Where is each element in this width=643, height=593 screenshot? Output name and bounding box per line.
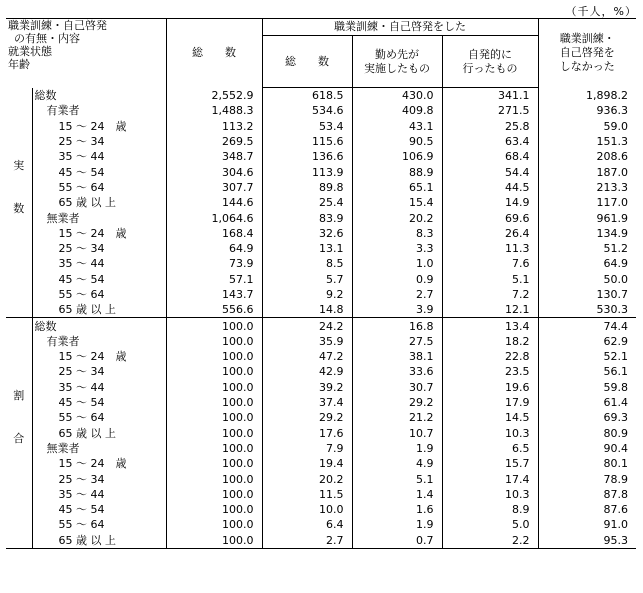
row-label: 65 歳 以 上 (58, 196, 116, 210)
cell-value: 1,898.2 (538, 88, 636, 104)
cell-value: 12.1 (442, 302, 538, 318)
cell-value: 100.0 (166, 533, 262, 549)
col-self-line-1: 自発的に (468, 47, 512, 61)
cell-value: 65.1 (352, 180, 442, 195)
cell-value: 91.0 (538, 517, 636, 532)
cell-value: 1,064.6 (166, 210, 262, 225)
cell-value: 208.6 (538, 149, 636, 164)
cell-value: 83.9 (262, 210, 352, 225)
cell-value: 21.2 (352, 410, 442, 425)
cell-value: 100.0 (166, 456, 262, 471)
cell-value: 20.2 (262, 471, 352, 486)
table-row (6, 119, 636, 134)
row-label: 総数 (34, 319, 57, 333)
cell-value: 52.1 (538, 349, 636, 364)
cell-value: 100.0 (166, 334, 262, 349)
cell-value: 341.1 (442, 88, 538, 104)
cell-value: 13.1 (262, 241, 352, 256)
cell-value: 961.9 (538, 210, 636, 225)
cell-value: 100.0 (166, 441, 262, 456)
cell-value: 100.0 (166, 410, 262, 425)
cell-value: 271.5 (442, 103, 538, 118)
cell-value: 23.5 (442, 364, 538, 379)
cell-value: 47.2 (262, 349, 352, 364)
cell-value: 3.9 (352, 302, 442, 318)
cell-value: 32.6 (262, 226, 352, 241)
unit-note: （千人，%） (565, 5, 637, 18)
cell-value: 43.1 (352, 119, 442, 134)
cell-value: 14.8 (262, 302, 352, 318)
row-label: 25 ～ 34 (58, 135, 105, 149)
cell-value: 7.9 (262, 441, 352, 456)
stub-line-4: 年齢 (8, 58, 30, 71)
cell-value: 348.7 (166, 149, 262, 164)
row-label: 35 ～ 44 (58, 487, 105, 501)
stub-line-1: 職業訓練・自己啓発 (8, 19, 107, 32)
table-row (6, 410, 636, 425)
cell-value: 73.9 (166, 256, 262, 271)
cell-value: 88.9 (352, 164, 442, 179)
cell-value: 17.9 (442, 395, 538, 410)
cell-value: 5.1 (442, 272, 538, 287)
cell-value: 10.3 (442, 487, 538, 502)
cell-value: 2.7 (262, 533, 352, 549)
cell-value: 30.7 (352, 380, 442, 395)
cell-value: 936.3 (538, 103, 636, 118)
table-row (6, 517, 636, 532)
table-row (6, 195, 636, 210)
cell-value: 100.0 (166, 349, 262, 364)
cell-value: 17.6 (262, 426, 352, 441)
cell-value: 100.0 (166, 380, 262, 395)
cell-value: 0.9 (352, 272, 442, 287)
cell-value: 1.4 (352, 487, 442, 502)
col-employer-line-1: 勤め先が (375, 47, 419, 61)
cell-value: 78.9 (538, 471, 636, 486)
cell-value: 151.3 (538, 134, 636, 149)
row-label: 35 ～ 44 (58, 150, 105, 164)
table-row (6, 502, 636, 517)
training-table (6, 18, 636, 549)
cell-value: 409.8 (352, 103, 442, 118)
section-label-char: 割 (13, 389, 25, 403)
cell-value: 7.2 (442, 287, 538, 302)
col-group-total-header: 総 数 (262, 36, 352, 88)
cell-value: 11.3 (442, 241, 538, 256)
cell-value: 1.0 (352, 256, 442, 271)
cell-value: 63.4 (442, 134, 538, 149)
cell-value: 74.4 (538, 318, 636, 334)
section-label-char: 数 (13, 201, 25, 215)
row-label: 55 ～ 64 (58, 180, 105, 194)
table-row (6, 210, 636, 225)
cell-value: 19.4 (262, 456, 352, 471)
cell-value: 69.6 (442, 210, 538, 225)
cell-value: 14.9 (442, 195, 538, 210)
table-row (6, 88, 636, 104)
col-none-line-2: 自己啓発を (559, 46, 615, 60)
row-label: 総数 (34, 88, 57, 102)
cell-value: 7.6 (442, 256, 538, 271)
cell-value: 117.0 (538, 195, 636, 210)
col-employer-line-2: 実施したもの (364, 61, 430, 75)
cell-value: 1,488.3 (166, 103, 262, 118)
row-label: 25 ～ 34 (58, 242, 105, 256)
row-label: 45 ～ 54 (58, 165, 105, 179)
cell-value: 10.0 (262, 502, 352, 517)
row-label: 65 歳 以 上 (58, 426, 116, 440)
row-label: 45 ～ 54 (58, 396, 105, 410)
stub-line-2: の有無・内容 (14, 32, 80, 45)
cell-value: 20.2 (352, 210, 442, 225)
row-label: 65 歳 以 上 (32, 533, 166, 549)
col-none-header (538, 19, 636, 88)
cell-value: 54.4 (442, 164, 538, 179)
section-label-char: 実 (13, 158, 25, 172)
cell-value: 1.6 (352, 502, 442, 517)
row-label: 45 ～ 54 (58, 272, 105, 286)
cell-value: 13.4 (442, 318, 538, 334)
stub-header (6, 19, 166, 88)
table-row (6, 180, 636, 195)
row-label: 35 ～ 44 (58, 257, 105, 271)
cell-value: 304.6 (166, 164, 262, 179)
cell-value: 56.1 (538, 364, 636, 379)
row-label: 35 ～ 44 (58, 380, 105, 394)
table-row (6, 256, 636, 271)
cell-value: 87.8 (538, 487, 636, 502)
cell-value: 618.5 (262, 88, 352, 104)
cell-value: 8.5 (262, 256, 352, 271)
cell-value: 51.2 (538, 241, 636, 256)
cell-value: 19.6 (442, 380, 538, 395)
cell-value: 168.4 (166, 226, 262, 241)
cell-value: 14.5 (442, 410, 538, 425)
col-group-header: 職業訓練・自己啓発をした (262, 19, 538, 36)
cell-value: 26.4 (442, 226, 538, 241)
cell-value: 106.9 (352, 149, 442, 164)
cell-value: 1.9 (352, 517, 442, 532)
cell-value: 29.2 (262, 410, 352, 425)
cell-value: 100.0 (166, 426, 262, 441)
cell-value: 1.9 (352, 441, 442, 456)
cell-value: 3.3 (352, 241, 442, 256)
cell-value: 143.7 (166, 287, 262, 302)
table-row (6, 456, 636, 471)
cell-value: 4.9 (352, 456, 442, 471)
cell-value: 6.5 (442, 441, 538, 456)
cell-value: 2.7 (352, 287, 442, 302)
cell-value: 59.8 (538, 380, 636, 395)
table-row (6, 134, 636, 149)
row-label: 有業者 (46, 104, 80, 118)
row-label: 15 ～ 24 歳 (58, 457, 127, 471)
cell-value: 130.7 (538, 287, 636, 302)
cell-value: 100.0 (166, 502, 262, 517)
cell-value: 11.5 (262, 487, 352, 502)
col-none-line-3: しなかった (559, 60, 615, 74)
cell-value: 59.0 (538, 119, 636, 134)
cell-value: 100.0 (166, 318, 262, 334)
cell-value: 2,552.9 (166, 88, 262, 104)
cell-value: 100.0 (166, 487, 262, 502)
table-row (6, 471, 636, 486)
cell-value: 15.7 (442, 456, 538, 471)
cell-value: 80.9 (538, 426, 636, 441)
cell-value: 25.8 (442, 119, 538, 134)
table-row (6, 226, 636, 241)
table-row (6, 380, 636, 395)
cell-value: 6.4 (262, 517, 352, 532)
table-row (6, 103, 636, 118)
section-label (6, 88, 32, 318)
cell-value: 57.1 (166, 272, 262, 287)
cell-value: 115.6 (262, 134, 352, 149)
cell-value: 80.1 (538, 456, 636, 471)
cell-value: 136.6 (262, 149, 352, 164)
cell-value: 29.2 (352, 395, 442, 410)
cell-value: 9.2 (262, 287, 352, 302)
cell-value: 534.6 (262, 103, 352, 118)
cell-value: 39.2 (262, 380, 352, 395)
cell-value: 62.9 (538, 334, 636, 349)
row-label: 45 ～ 54 (58, 503, 105, 517)
cell-value: 134.9 (538, 226, 636, 241)
table-row (6, 533, 636, 549)
col-employer-header (352, 36, 442, 88)
cell-value: 430.0 (352, 88, 442, 104)
cell-value: 100.0 (166, 517, 262, 532)
col-total-header: 総 数 (166, 19, 262, 88)
section-label (6, 318, 32, 548)
cell-value: 37.4 (262, 395, 352, 410)
cell-value: 27.5 (352, 334, 442, 349)
cell-value: 5.0 (442, 517, 538, 532)
cell-value: 2.2 (442, 533, 538, 549)
cell-value: 269.5 (166, 134, 262, 149)
cell-value: 44.5 (442, 180, 538, 195)
cell-value: 100.0 (166, 364, 262, 379)
table-row (6, 487, 636, 502)
cell-value: 100.0 (166, 471, 262, 486)
cell-value: 5.7 (262, 272, 352, 287)
row-label: 15 ～ 24 歳 (58, 226, 127, 240)
cell-value: 61.4 (538, 395, 636, 410)
row-label: 無業者 (46, 211, 80, 225)
cell-value: 0.7 (352, 533, 442, 549)
cell-value: 5.1 (352, 471, 442, 486)
cell-value: 556.6 (166, 302, 262, 318)
cell-value: 87.6 (538, 502, 636, 517)
cell-value: 8.3 (352, 226, 442, 241)
cell-value: 50.0 (538, 272, 636, 287)
table-header (6, 19, 636, 88)
cell-value: 89.8 (262, 180, 352, 195)
table-row (6, 287, 636, 302)
cell-value: 10.3 (442, 426, 538, 441)
cell-value: 307.7 (166, 180, 262, 195)
table-row (6, 302, 636, 318)
cell-value: 100.0 (166, 395, 262, 410)
table-body (6, 88, 636, 549)
table-row (6, 164, 636, 179)
cell-value: 64.9 (538, 256, 636, 271)
cell-value: 113.2 (166, 119, 262, 134)
col-self-line-2: 行ったもの (462, 61, 518, 75)
cell-value: 25.4 (262, 195, 352, 210)
cell-value: 64.9 (166, 241, 262, 256)
table-row (6, 395, 636, 410)
stub-line-3: 就業状態 (8, 45, 52, 58)
cell-value: 17.4 (442, 471, 538, 486)
cell-value: 33.6 (352, 364, 442, 379)
col-none-line-1: 職業訓練・ (559, 32, 615, 46)
cell-value: 187.0 (538, 164, 636, 179)
table-row (6, 272, 636, 287)
cell-value: 22.8 (442, 349, 538, 364)
cell-value: 530.3 (538, 302, 636, 318)
table-row (6, 349, 636, 364)
row-label: 有業者 (46, 334, 80, 348)
cell-value: 18.2 (442, 334, 538, 349)
row-label: 15 ～ 24 歳 (58, 119, 127, 133)
cell-value: 213.3 (538, 180, 636, 195)
table-row (6, 364, 636, 379)
table-row (6, 241, 636, 256)
row-label: 55 ～ 64 (58, 518, 105, 532)
cell-value: 42.9 (262, 364, 352, 379)
row-label: 55 ～ 64 (58, 288, 105, 301)
table-row (6, 441, 636, 456)
section-label-char: 合 (13, 432, 25, 446)
cell-value: 144.6 (166, 195, 262, 210)
cell-value: 10.7 (352, 426, 442, 441)
cell-value: 15.4 (352, 195, 442, 210)
cell-value: 35.9 (262, 334, 352, 349)
table-row (6, 149, 636, 164)
cell-value: 16.8 (352, 318, 442, 334)
cell-value: 95.3 (538, 533, 636, 549)
cell-value: 53.4 (262, 119, 352, 134)
cell-value: 38.1 (352, 349, 442, 364)
table-row (6, 318, 636, 334)
row-label: 15 ～ 24 歳 (58, 350, 127, 364)
row-label: 25 ～ 34 (58, 365, 105, 379)
table-row (6, 426, 636, 441)
col-self-header (442, 36, 538, 88)
row-label: 25 ～ 34 (58, 472, 105, 486)
cell-value: 90.4 (538, 441, 636, 456)
cell-value: 8.9 (442, 502, 538, 517)
row-label: 65 歳 以 上 (32, 302, 166, 318)
row-label: 55 ～ 64 (58, 411, 105, 425)
cell-value: 68.4 (442, 149, 538, 164)
cell-value: 113.9 (262, 164, 352, 179)
cell-value: 69.3 (538, 410, 636, 425)
table-row (6, 334, 636, 349)
row-label: 無業者 (46, 441, 80, 455)
cell-value: 90.5 (352, 134, 442, 149)
cell-value: 24.2 (262, 318, 352, 334)
